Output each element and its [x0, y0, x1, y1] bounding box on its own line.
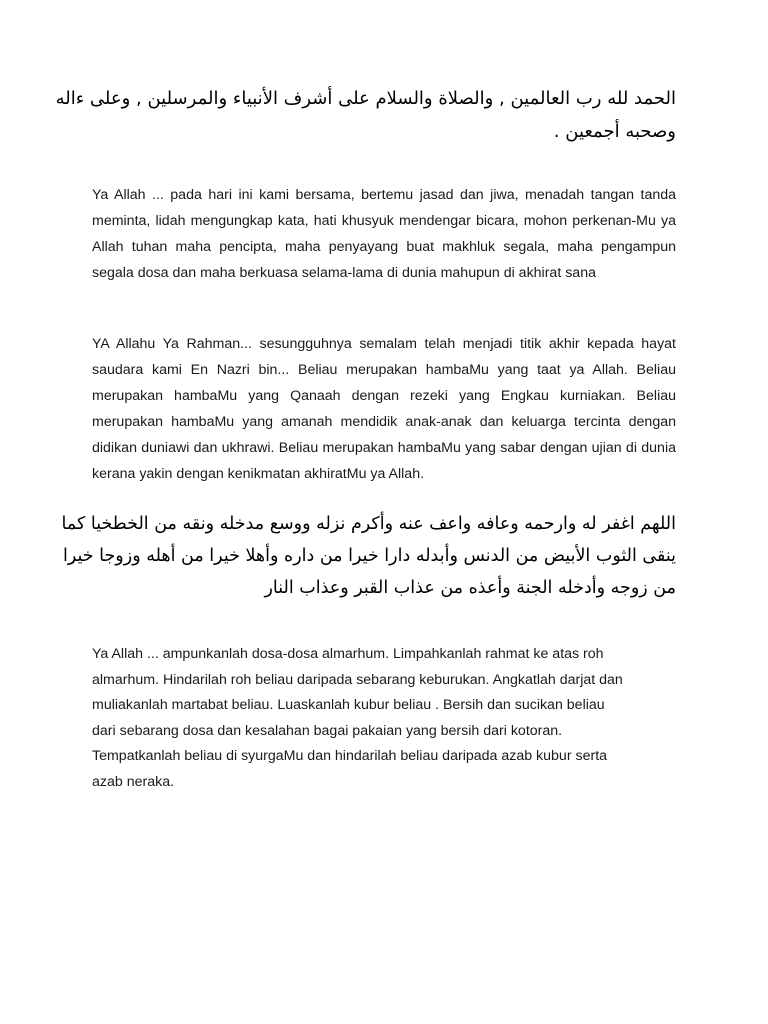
arabic-line: الحمد لله رب العالمين , والصلاة والسلام على أشرف الأنبياء والمرسلين , وعلى ءاله — [55, 88, 676, 109]
arabic-line: ينقى الثوب الأبيض من الدنس وأبدله دارا خيرا من داره وأهلا خيرا من أهله وزوجا خيرا — [62, 546, 676, 566]
paragraph-tribute: YA Allahu Ya Rahman... sesungguhnya semalam telah menjadi titik akhir kepada hayat saudara kami En Nazri bin... Beliau merupakan hambaMu yang taat ya Allah. Beliau merupakan hambaMu yang Qanaah dengan rezeki yang Engkau kurniakan. Beliau merupakan hambaMu yang amanah mendidik anak-anak dan keluarga tercinta dengan didikan duniawi dan ukhrawi. Beliau merupakan hambaMu yang sabar dengan ujian di dunia kerana yakin dengan kenikmatan akhiratMu ya Allah. — [92, 336, 676, 482]
text-line: dari sebarang dosa dan kesalahan bagai pakaian yang bersih dari kotoran. — [92, 722, 563, 739]
arabic-line: وصحبه أجمعين . — [553, 121, 676, 142]
paragraph-supplication — [92, 642, 676, 795]
text-line: almarhum. Hindarilah roh beliau daripada sebarang keburukan. Angkatlah darjat dan — [92, 671, 623, 688]
text-line: Ya Allah ... ampunkanlah dosa-dosa almarhum. Limpahkanlah rahmat ke atas roh — [92, 646, 604, 662]
paragraph-opening-prayer: Ya Allah ... pada hari ini kami bersama, bertemu jasad dan jiwa, menadah tangan tanda meminta, lidah mengungkap kata, hati khusyuk mendengar bicara, mohon perkenan-Mu ya Allah tuhan maha pencipta, maha penyayang buat makhluk segala, maha pengampun segala dosa dan maha berkuasa selama-lama di dunia mahupun di akhirat sana — [92, 187, 676, 281]
arabic-line: من زوجه وأدخله الجنة وأعذه من عذاب القبر وعذاب النار — [264, 578, 676, 598]
opening-arabic-praise — [55, 82, 676, 148]
text-line: muliakanlah martabat beliau. Luaskanlah kubur beliau . Bersih dan sucikan beliau — [92, 697, 605, 713]
text-line: azab neraka. — [92, 773, 175, 790]
arabic-doa — [61, 508, 676, 604]
text-line: Tempatkanlah beliau di syurgaMu dan hindarilah beliau daripada azab kubur serta — [92, 748, 608, 764]
arabic-line: اللهم اغفر له وارحمه وعافه واعف عنه وأكرم نزله ووسع مدخله ونقه من الخطخيا كما — [61, 514, 676, 534]
